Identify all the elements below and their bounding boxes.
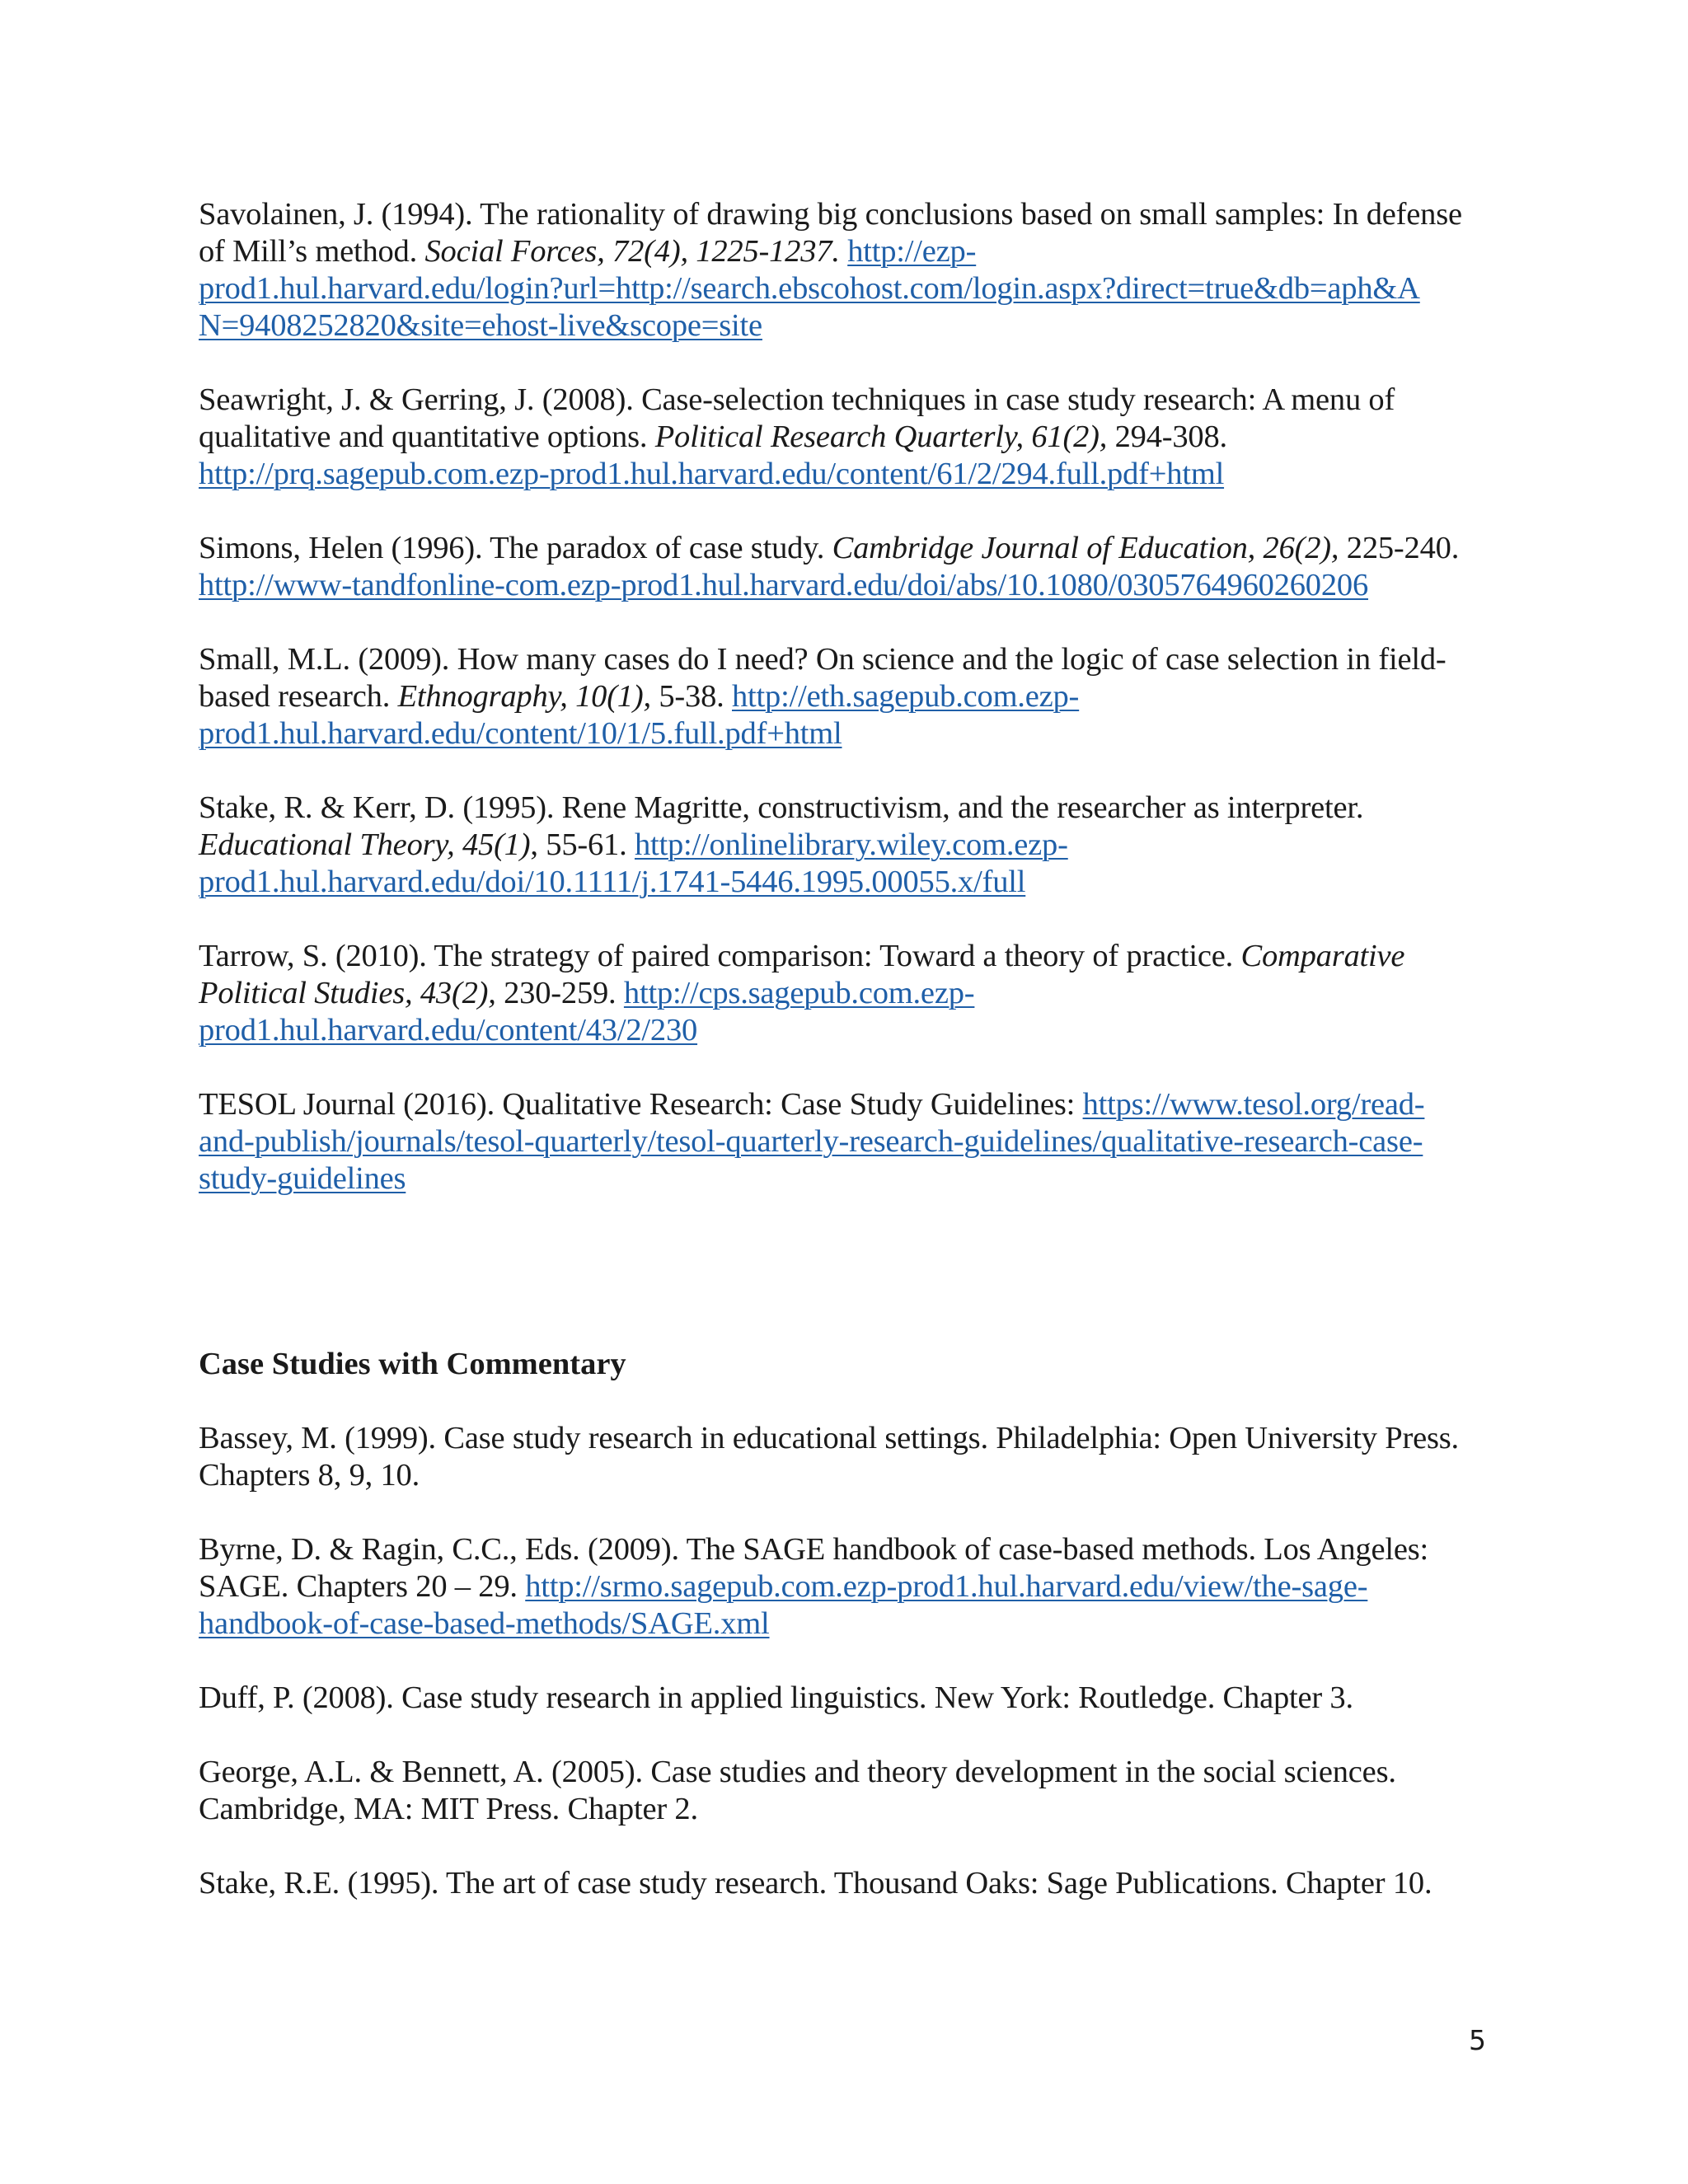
reference-line xyxy=(199,530,1489,567)
reference-link[interactable]: N=9408252820&site=ehost-live&scope=site xyxy=(199,308,762,343)
reference-text: SAGE. Chapters 20 – 29. xyxy=(199,1569,526,1604)
reference-text: Seawright, J. & Gerring, J. (2008). Case-selection techniques in case study research: A menu of xyxy=(199,382,1395,417)
journal-title: Political Studies, 43(2), xyxy=(199,976,496,1010)
reference-entry xyxy=(199,1865,1489,1902)
reference-line xyxy=(199,233,1489,270)
reference-link[interactable]: http://www-tandfonline-com.ezp-prod1.hul.harvard.edu/doi/abs/10.1080/0305764960260206 xyxy=(199,568,1369,602)
reference-text: TESOL Journal (2016). Qualitative Research: Case Study Guidelines: xyxy=(199,1087,1083,1122)
section-spacer xyxy=(199,1235,1489,1346)
reference-link[interactable]: http://onlinelibrary.wiley.com.ezp- xyxy=(634,827,1068,862)
reference-link[interactable]: prod1.hul.harvard.edu/doi/10.1111/j.1741-5446.1995.00055.x/full xyxy=(199,865,1026,899)
reference-line xyxy=(199,715,1489,752)
reference-text: 294-308. xyxy=(1107,419,1227,454)
reference-text: based research. xyxy=(199,679,398,714)
reference-line xyxy=(199,1865,1489,1902)
reference-entry xyxy=(199,1680,1489,1717)
reference-line xyxy=(199,1457,1489,1494)
reference-line xyxy=(199,270,1489,307)
reference-link[interactable]: http://cps.sagepub.com.ezp- xyxy=(623,976,975,1010)
reference-link[interactable]: http://srmo.sagepub.com.ezp-prod1.hul.harvard.edu/view/the-sage- xyxy=(525,1569,1368,1604)
reference-text: of Mill’s method. xyxy=(199,234,425,269)
reference-text xyxy=(840,234,847,269)
reference-line xyxy=(199,641,1489,678)
journal-title: Comparative xyxy=(1240,939,1405,973)
reference-text: George, A.L. & Bennett, A. (2005). Case studies and theory development in the social sciences. xyxy=(199,1755,1396,1789)
reference-line xyxy=(199,1791,1489,1828)
reference-line xyxy=(199,382,1489,419)
reference-entry xyxy=(199,938,1489,1049)
reference-line xyxy=(199,678,1489,715)
reference-link[interactable]: and-publish/journals/tesol-quarterly/tesol-quarterly-research-guidelines/qualitative-research-case- xyxy=(199,1124,1423,1159)
journal-title: Political Research Quarterly, 61(2), xyxy=(654,419,1108,454)
reference-entry xyxy=(199,530,1489,604)
reference-entry xyxy=(199,1754,1489,1828)
reference-text: Tarrow, S. (2010). The strategy of paired comparison: Toward a theory of practice. xyxy=(199,939,1241,973)
reference-link[interactable]: study-guidelines xyxy=(199,1161,406,1196)
reference-line xyxy=(199,456,1489,493)
reference-list xyxy=(199,196,1489,1197)
journal-title: Ethnography, 10(1), xyxy=(397,679,651,714)
reference-line xyxy=(199,938,1489,975)
reference-line xyxy=(199,975,1489,1012)
reference-text: Simons, Helen (1996). The paradox of case study. xyxy=(199,531,832,565)
reference-text: Small, M.L. (2009). How many cases do I need? On science and the logic of case selection in field- xyxy=(199,642,1447,677)
reference-entry xyxy=(199,641,1489,752)
reference-entry xyxy=(199,1086,1489,1197)
reference-link[interactable]: handbook-of-case-based-methods/SAGE.xml xyxy=(199,1606,770,1641)
reference-text: 5-38. xyxy=(650,679,732,714)
reference-line xyxy=(199,827,1489,864)
reference-text: qualitative and quantitative options. xyxy=(199,419,655,454)
reference-line xyxy=(199,1420,1489,1457)
section-heading: Case Studies with Commentary xyxy=(199,1347,626,1381)
reference-line xyxy=(199,567,1489,604)
reference-line xyxy=(199,1680,1489,1717)
reference-line xyxy=(199,1531,1489,1568)
reference-entry xyxy=(199,196,1489,344)
reference-line xyxy=(199,1123,1489,1160)
reference-link[interactable]: http://prq.sagepub.com.ezp-prod1.hul.harvard.edu/content/61/2/294.full.pdf+html xyxy=(199,457,1225,491)
reference-text: Duff, P. (2008). Case study research in applied linguistics. New York: Routledge. Chapter 3. xyxy=(199,1680,1353,1715)
page-number: 5 xyxy=(1469,2024,1486,2056)
reference-line xyxy=(199,1754,1489,1791)
reference-line xyxy=(199,196,1489,233)
reference-link[interactable]: http://ezp- xyxy=(847,234,977,269)
reference-line xyxy=(199,790,1489,827)
reference-text: 225-240. xyxy=(1339,531,1460,565)
reference-line xyxy=(199,1012,1489,1049)
reference-text: Savolainen, J. (1994). The rationality of drawing big conclusions based on small samples: In defense xyxy=(199,197,1462,232)
reference-link[interactable]: http://eth.sagepub.com.ezp- xyxy=(732,679,1080,714)
reference-text: Byrne, D. & Ragin, C.C., Eds. (2009). The SAGE handbook of case-based methods. Los Angeles: xyxy=(199,1532,1429,1567)
reference-entry xyxy=(199,1531,1489,1643)
reference-link[interactable]: prod1.hul.harvard.edu/login?url=http://search.ebscohost.com/login.aspx?direct=true&db=aph&A xyxy=(199,271,1420,306)
journal-title: Educational Theory, 45(1) xyxy=(199,827,531,862)
journal-title: Cambridge Journal of Education, 26(2), xyxy=(832,531,1339,565)
reference-text: , 55-61. xyxy=(530,827,635,862)
reference-entry xyxy=(199,382,1489,493)
reference-line xyxy=(199,864,1489,901)
reference-line xyxy=(199,1605,1489,1643)
reference-entry xyxy=(199,1420,1489,1494)
reference-link[interactable]: https://www.tesol.org/read- xyxy=(1082,1087,1425,1122)
case-studies-list xyxy=(199,1420,1489,1902)
reference-text: Bassey, M. (1999). Case study research in educational settings. Philadelphia: Open University Press. xyxy=(199,1421,1459,1455)
reference-link[interactable]: prod1.hul.harvard.edu/content/43/2/230 xyxy=(199,1013,698,1047)
journal-title: Social Forces, 72(4), 1225-1237. xyxy=(424,234,840,269)
reference-text: Chapters 8, 9, 10. xyxy=(199,1458,420,1493)
reference-link[interactable]: prod1.hul.harvard.edu/content/10/1/5.full.pdf+html xyxy=(199,716,842,751)
reference-line xyxy=(199,307,1489,344)
reference-text: Cambridge, MA: MIT Press. Chapter 2. xyxy=(199,1792,698,1826)
reference-entry xyxy=(199,790,1489,901)
reference-line xyxy=(199,1160,1489,1197)
reference-line xyxy=(199,1568,1489,1605)
reference-text: Stake, R. & Kerr, D. (1995). Rene Magritte, constructivism, and the researcher as interpreter. xyxy=(199,790,1364,825)
document-page xyxy=(199,196,1489,1939)
reference-text: 230-259. xyxy=(495,976,624,1010)
reference-text: Stake, R.E. (1995). The art of case study research. Thousand Oaks: Sage Publications. Chapter 10. xyxy=(199,1866,1432,1900)
reference-line xyxy=(199,1086,1489,1123)
reference-line xyxy=(199,419,1489,456)
